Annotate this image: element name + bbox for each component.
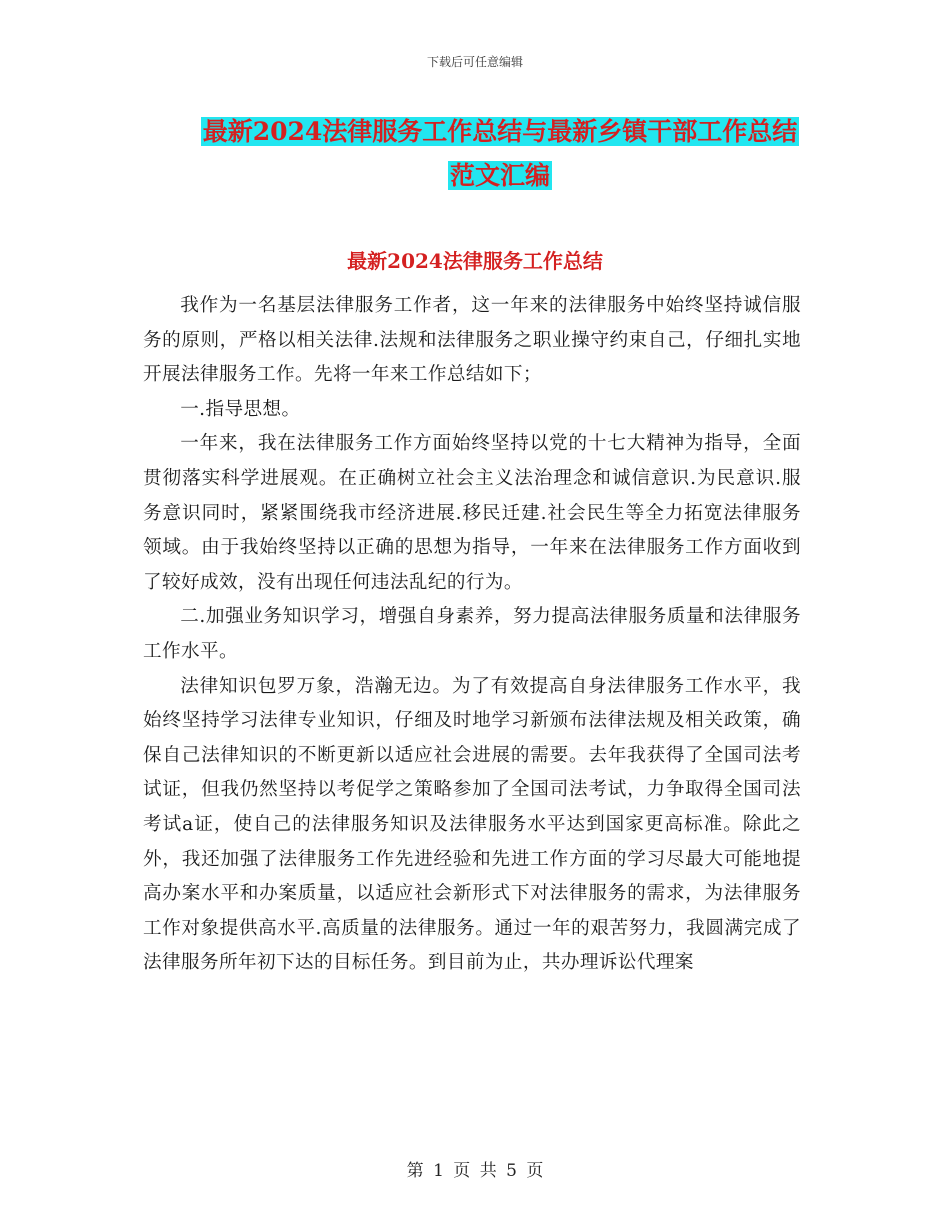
document-title bbox=[140, 110, 860, 198]
title-line-2: 范文汇编 bbox=[449, 161, 550, 190]
body-text bbox=[143, 289, 801, 981]
paragraph: 一年来，我在法律服务工作方面始终坚持以党的十七大精神为指导，全面贯彻落实科学进展观。在正确树立社会主义法治理念和诚信意识.为民意识.服务意识同时，紧紧围绕我市经济进展.移民迁建.社会民生等全力拓宽法律服务领域。由于我始终坚持以正确的思想为指导，一年来在法律服务工作方面收到了较好成效，没有出现任何违法乱纪的行为。 bbox=[143, 433, 801, 593]
section-title: 最新2024法律服务工作总结 bbox=[347, 249, 603, 273]
paragraph: 法律知识包罗万象，浩瀚无边。为了有效提高自身法律服务工作水平，我始终坚持学习法律专业知识，仔细及时地学习新颁布法律法规及相关政策，确保自己法律知识的不断更新以适应社会进展的需要。去年我获得了全国司法考试证，但我仍然坚持以考促学之策略参加了全国司法考试，力争取得全国司法考试a证，使自己的法律服务知识及法律服务水平达到国家更高标准。除此之外，我还加强了法律服务工作先进经验和先进工作方面的学习尽最大可能地提高办案水平和办案质量，以适应社会新形式下对法律服务的需求，为法律服务工作对象提供高水平.高质量的法律服务。通过一年的艰苦努力，我圆满完成了法律服务所年初下达的目标任务。到目前为止，共办理诉讼代理案 bbox=[143, 675, 801, 974]
paragraph: 我作为一名基层法律服务工作者，这一年来的法律服务中始终坚持诚信服务的原则，严格以相关法律.法规和法律服务之职业操守约束自己，仔细扎实地开展法律服务工作。先将一年来工作总结如下； bbox=[143, 295, 801, 386]
page-footer: 第 1 页 共 5 页 bbox=[406, 1161, 544, 1181]
paragraph: 二.加强业务知识学习，增强自身素养，努力提高法律服务质量和法律服务工作水平。 bbox=[143, 606, 801, 662]
title-line-1: 最新2024法律服务工作总结与最新乡镇干部工作总结 bbox=[202, 117, 798, 146]
paragraph: 一.指导思想。 bbox=[180, 398, 301, 420]
header-note: 下载后可任意编辑 bbox=[426, 55, 523, 69]
